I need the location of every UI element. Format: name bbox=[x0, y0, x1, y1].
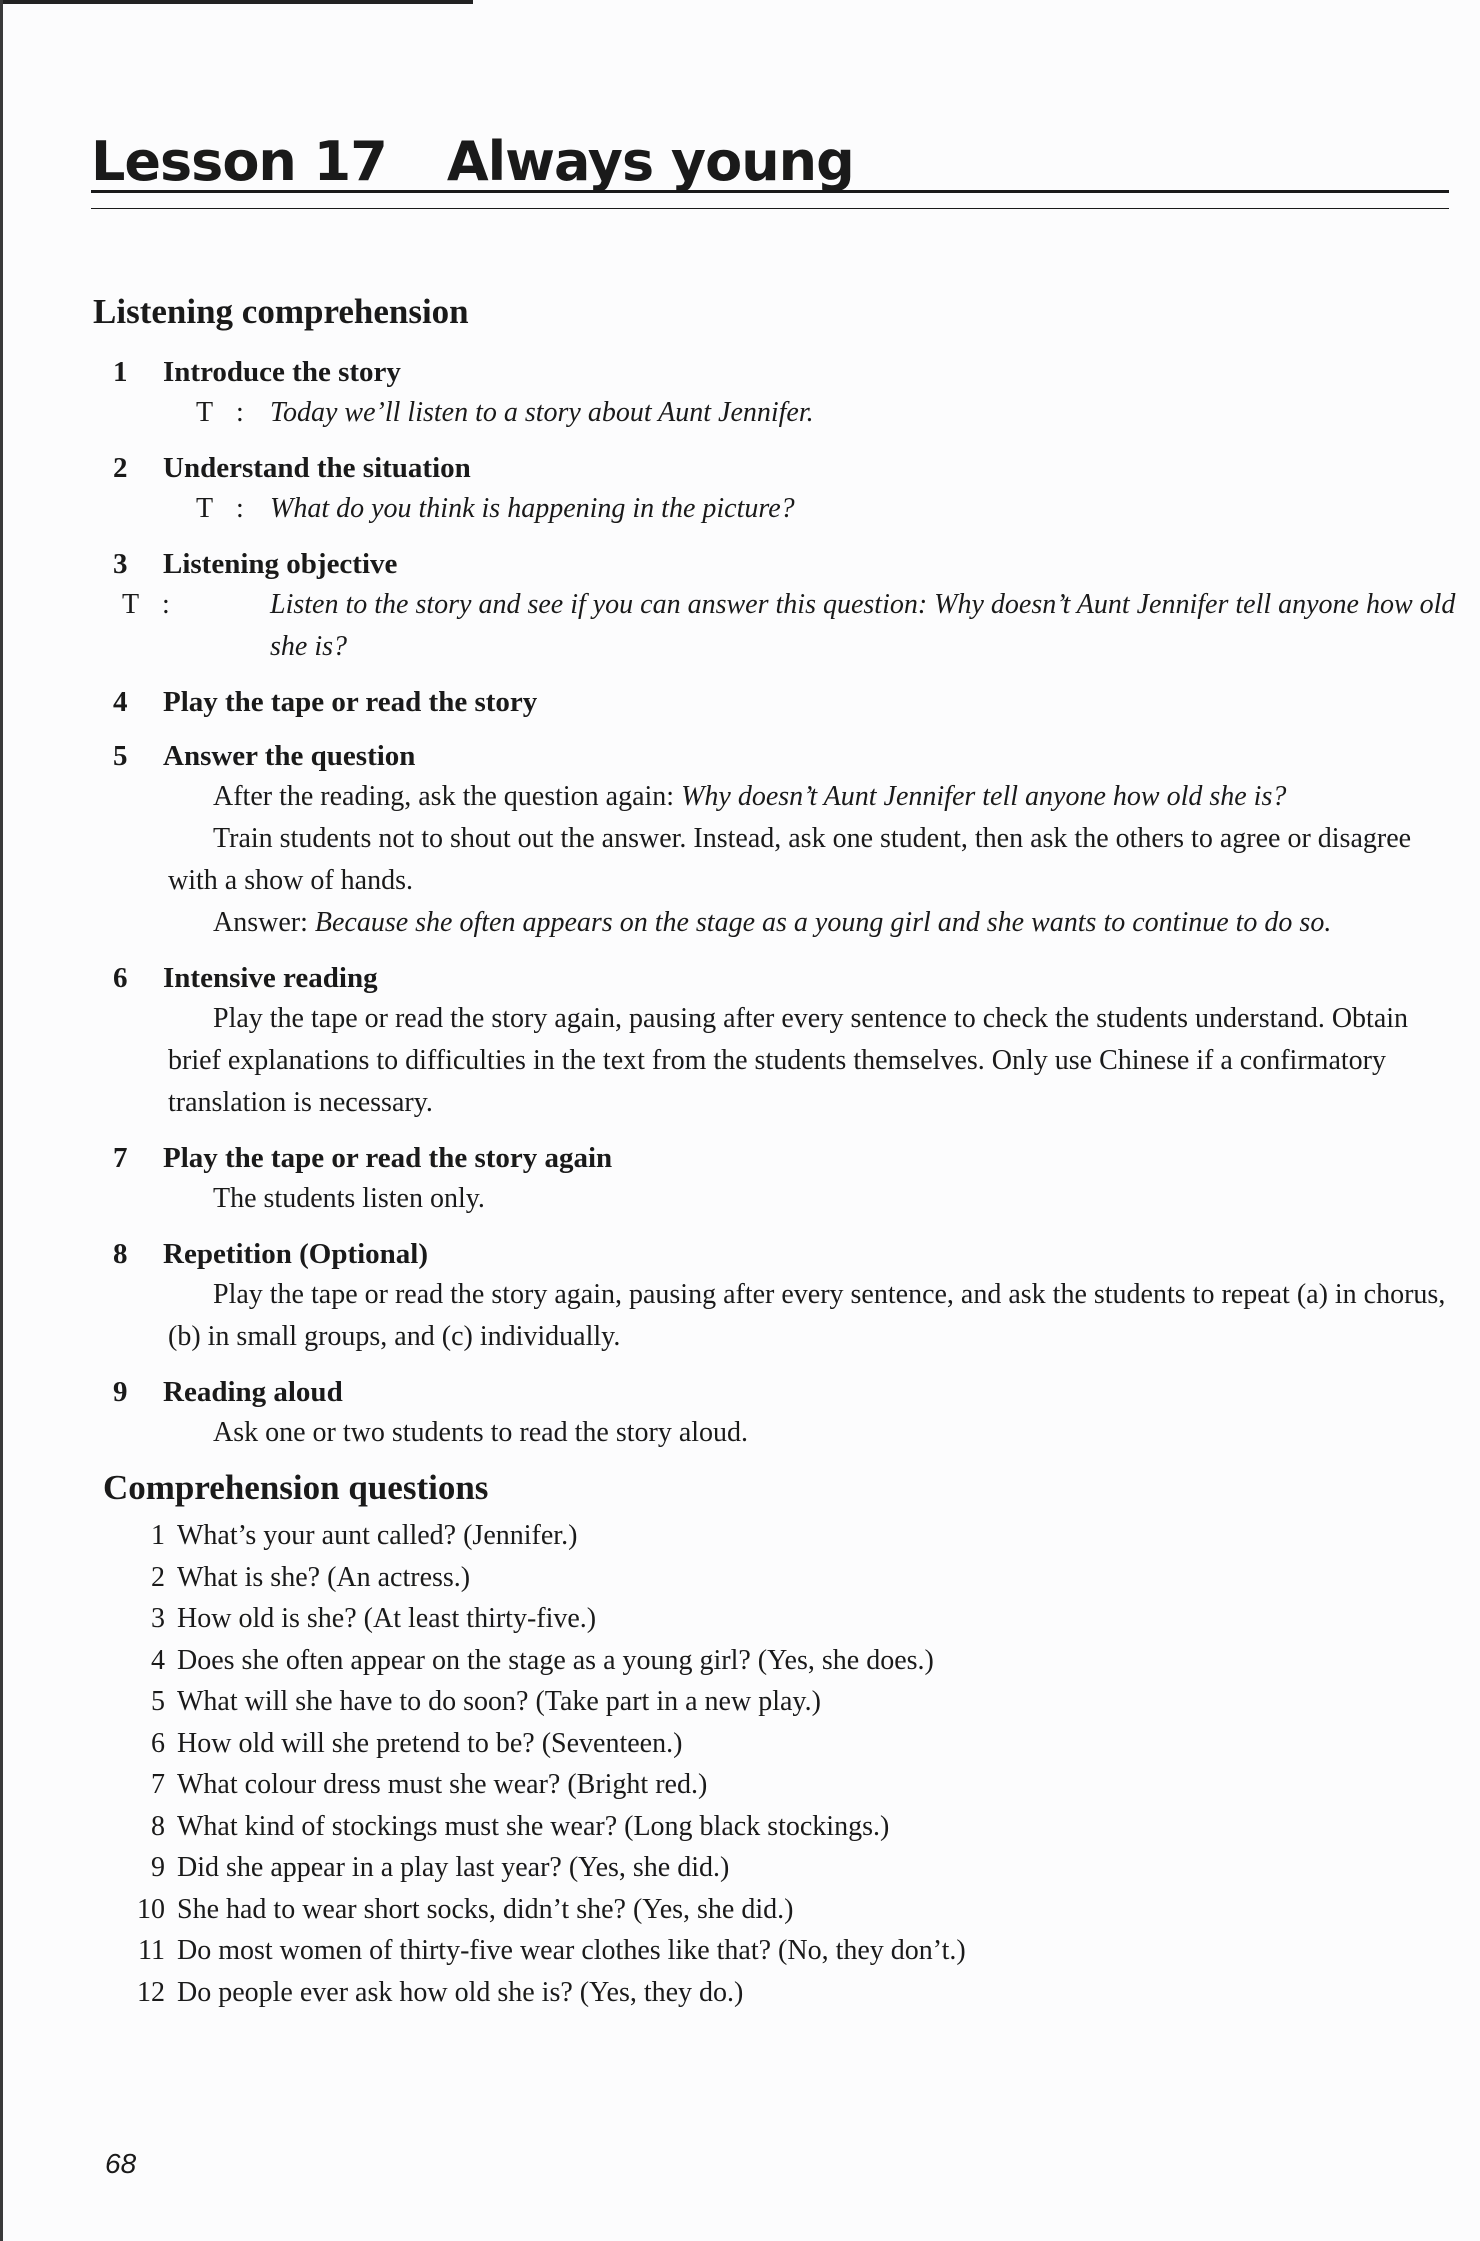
step-paragraph: Play the tape or read the story again, pausing after every sentence, and ask the students to repeat (a) in chorus, (b) in small groups, and (c) individually. bbox=[168, 1279, 1446, 1352]
teacher-label: T bbox=[196, 493, 214, 524]
step-paragraph: Play the tape or read the story again, pausing after every sentence to check the students understand. Obtain brief explanations to difficulties in the text from the students themselves. Only use Chinese if a confirmatory translation is necessary. bbox=[168, 1003, 1409, 1118]
step-number: 6 bbox=[113, 962, 128, 994]
question-item: 12 Do people ever ask how old she is? (Yes, they do.) bbox=[137, 1976, 744, 2008]
step-title: Repetition (Optional) bbox=[163, 1238, 429, 1270]
step-paragraph: Ask one or two students to read the story aloud. bbox=[213, 1417, 749, 1448]
teacher-line: Listen to the story and see if you can answer this question: Why doesn’t Aunt Jennifer tell anyone how old she is? bbox=[270, 589, 1456, 662]
step-3: 3 Listening objective T : Listen to the story and see if you can answer this question: Why doesn’t Aunt Jennifer tell anyone how old she is? bbox=[113, 544, 1458, 668]
step-title: Listening objective bbox=[163, 548, 398, 580]
question-item: 10 She had to wear short socks, didn’t she? (Yes, she did.) bbox=[137, 1893, 794, 1925]
lesson-number: Lesson 17 bbox=[91, 130, 387, 193]
question-item: 2 What is she? (An actress.) bbox=[151, 1561, 471, 1593]
lesson-name: Always young bbox=[446, 130, 854, 193]
question-item: 1 What’s your aunt called? (Jennifer.) bbox=[151, 1520, 578, 1551]
top-edge-line bbox=[3, 0, 473, 4]
title-rule bbox=[91, 190, 1449, 193]
teacher-label: T bbox=[196, 397, 214, 428]
listening-heading: Listening comprehension bbox=[93, 292, 469, 331]
step-title: Play the tape or read the story again bbox=[163, 1142, 613, 1174]
step-number: 5 bbox=[113, 740, 128, 772]
question-item: 9 Did she appear in a play last year? (Yes, she did.) bbox=[151, 1852, 730, 1883]
step-7 bbox=[113, 1138, 1458, 1220]
step-title: Introduce the story bbox=[163, 356, 401, 388]
listening-steps bbox=[113, 352, 1458, 1468]
step-number: 4 bbox=[113, 686, 128, 718]
step-title: Answer the question bbox=[163, 740, 416, 772]
step-paragraph: Train students not to shout out the answer. Instead, ask one student, then ask the others to agree or disagree with a show of hands. bbox=[168, 823, 1412, 896]
comprehension-questions bbox=[113, 1515, 1313, 2013]
step-title: Play the tape or read the story bbox=[163, 686, 538, 718]
step-title: Reading aloud bbox=[163, 1376, 343, 1408]
step-title: Understand the situation bbox=[163, 452, 471, 484]
title-rule-thin bbox=[91, 208, 1449, 209]
teacher-label: T bbox=[122, 589, 140, 620]
step-title: Intensive reading bbox=[163, 962, 378, 994]
question-item: 4 Does she often appear on the stage as a young girl? (Yes, she does.) bbox=[151, 1644, 934, 1676]
comprehension-heading: Comprehension questions bbox=[103, 1468, 489, 1507]
step-9 bbox=[113, 1372, 1458, 1454]
step-number: 1 bbox=[113, 356, 128, 388]
question-item: 3 How old is she? (At least thirty-five.) bbox=[151, 1603, 597, 1634]
step-paragraph: The students listen only. bbox=[213, 1183, 485, 1214]
step-number: 7 bbox=[113, 1142, 128, 1174]
question-item: 7 What colour dress must she wear? (Bright red.) bbox=[151, 1769, 708, 1800]
lesson-title bbox=[91, 130, 854, 193]
question-item: 6 How old will she pretend to be? (Seventeen.) bbox=[151, 1727, 683, 1759]
step-number: 8 bbox=[113, 1238, 128, 1270]
step-8 bbox=[113, 1234, 1458, 1358]
page-number: 68 bbox=[105, 2148, 137, 2179]
step-number: 3 bbox=[113, 548, 128, 580]
step-paragraph: After the reading, ask the question again: Why doesn’t Aunt Jennifer tell anyone how old she is? bbox=[213, 781, 1287, 812]
step-1: 1 Introduce the story T : Today we’ll listen to a story about Aunt Jennifer. bbox=[113, 352, 1458, 434]
question-item: 8 What kind of stockings must she wear? (Long black stockings.) bbox=[151, 1810, 890, 1842]
teacher-line: Today we’ll listen to a story about Aunt Jennifer. bbox=[270, 397, 814, 428]
teacher-line: What do you think is happening in the picture? bbox=[270, 493, 795, 524]
question-item: 5 What will she have to do soon? (Take part in a new play.) bbox=[151, 1686, 821, 1717]
step-5 bbox=[113, 736, 1458, 944]
step-2: 2 Understand the situation T : What do you think is happening in the picture? bbox=[113, 448, 1458, 530]
step-4 bbox=[113, 682, 1458, 722]
question-item: 11 Do most women of thirty-five wear clothes like that? (No, they don’t.) bbox=[138, 1935, 966, 1966]
answer-paragraph: Answer: Because she often appears on the stage as a young girl and she wants to continue to do so. bbox=[213, 907, 1332, 938]
step-number: 2 bbox=[113, 452, 128, 484]
step-number: 9 bbox=[113, 1376, 128, 1408]
step-6 bbox=[113, 958, 1458, 1124]
